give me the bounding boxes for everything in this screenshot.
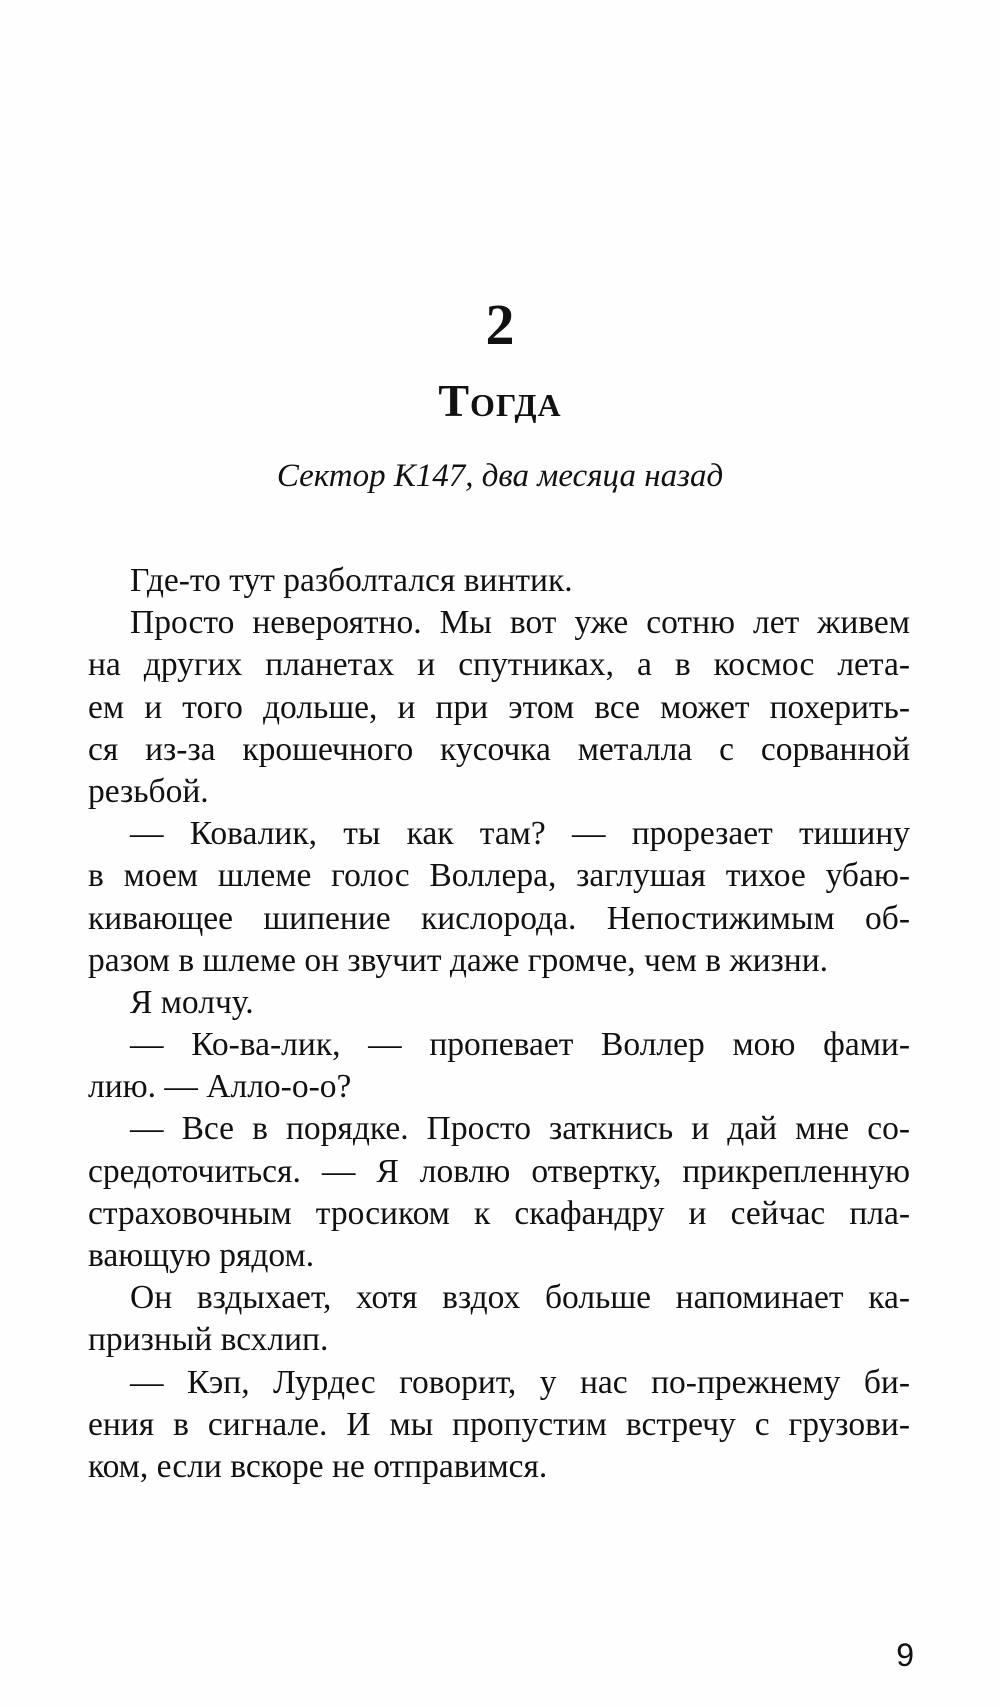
text-line: резьбой. [88, 772, 209, 810]
text-line: ем и того дольше, и при этом все может похерить- [88, 688, 910, 726]
text-line: — Ковалик, ты как там? — прорезает тишину [130, 815, 910, 853]
text-line: вающую рядом. [88, 1237, 315, 1274]
text-line: — Все в порядке. Просто заткнись и дай мне со- [130, 1110, 910, 1148]
chapter-title: Тогда [438, 375, 562, 426]
text-line: страховочным тросиком к скафандру и сейчас пла- [88, 1194, 910, 1232]
text-line: Где-то тут разболтался винтик. [130, 562, 573, 599]
text-line: ения в сигнале. И мы пропустим встречу с грузови- [88, 1405, 910, 1443]
text-line: Я молчу. [130, 983, 254, 1021]
page-number: 9 [896, 1637, 914, 1673]
text-line: лию. — Алло-о-о? [88, 1068, 352, 1106]
text-line: в моем шлеме голос Воллера, заглушая тихое убаю- [88, 857, 910, 895]
text-line: — Кэп, Лурдес говорит, у нас по-прежнему би- [130, 1363, 910, 1401]
text-line: — Ко-ва-лик, — пропевает Воллер мою фами- [130, 1026, 910, 1064]
text-line: ком, если вскоре не отправимся. [88, 1447, 548, 1485]
text-line: Просто невероятно. Мы вот уже сотню лет живем [130, 604, 910, 642]
text-line: ся из-за крошечного кусочка металла с сорванной [88, 730, 910, 768]
text-line: Он вздыхает, хотя вздох больше напоминает ка- [130, 1279, 910, 1317]
text-line: на других планетах и спутниках, а в космос лета- [88, 646, 910, 684]
text-line: призный всхлип. [88, 1321, 329, 1359]
chapter-body-text [88, 560, 910, 1488]
chapter-number: 2 [485, 292, 515, 357]
chapter-subtitle: Сектор К147, два месяца назад [276, 458, 724, 494]
text-line: средоточиться. — Я ловлю отвертку, прикрепленную [88, 1152, 910, 1190]
text-line: разом в шлеме он звучит даже громче, чем в жизни. [88, 941, 829, 979]
text-line: кивающее шипение кислорода. Непостижимым об- [88, 899, 910, 937]
